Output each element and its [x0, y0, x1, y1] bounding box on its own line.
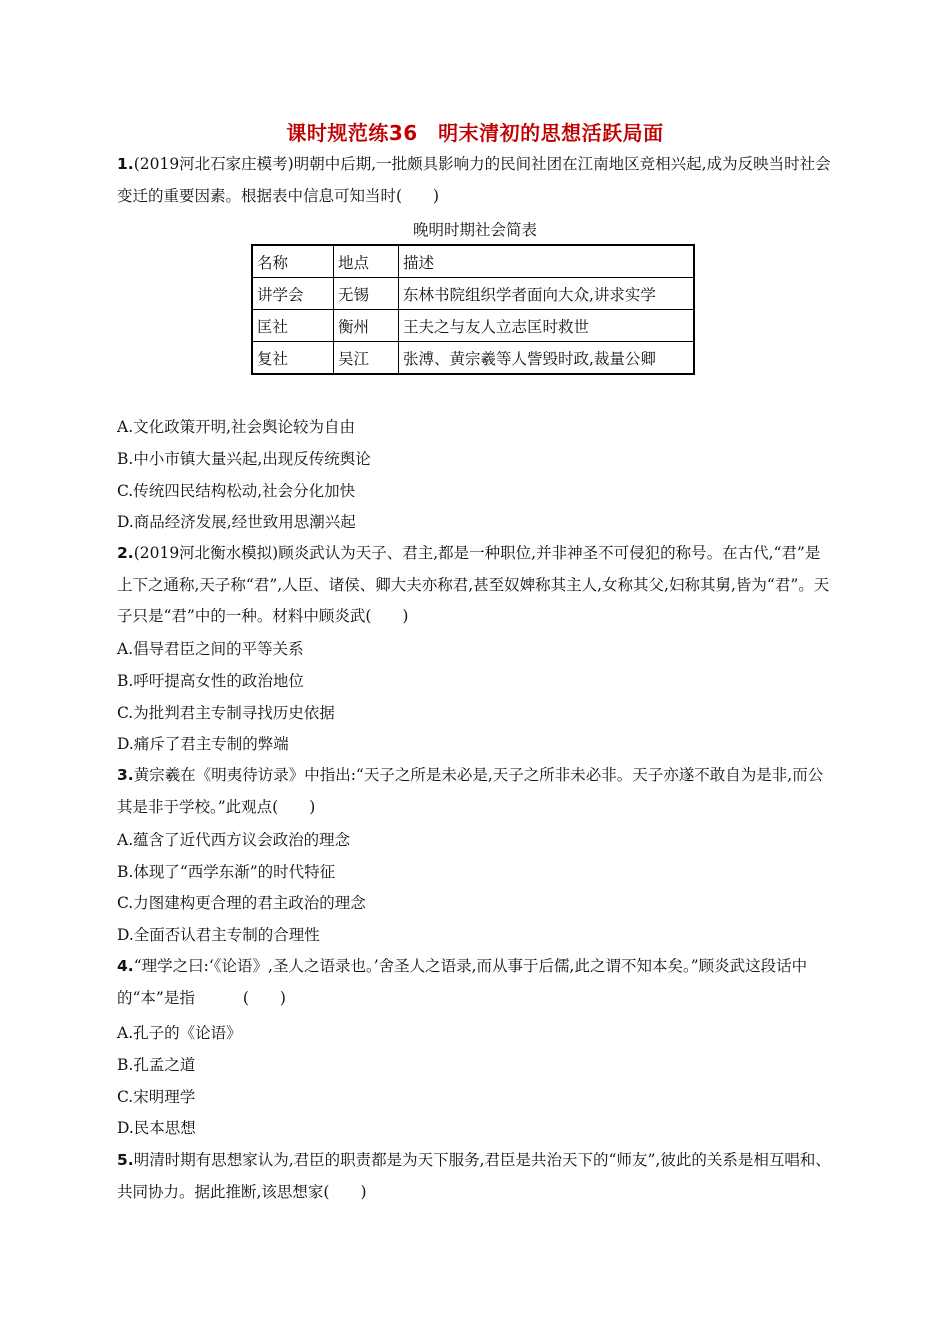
table-header-cell: 描述	[399, 245, 695, 278]
table-header-cell: 地点	[334, 245, 399, 278]
option-c: C.为批判君主专制寻找历史依据	[117, 704, 335, 722]
page-title: 课时规范练36 明末清初的思想活跃局面	[286, 121, 664, 145]
option-b: B.孔孟之道	[117, 1056, 196, 1074]
table-cell: 讲学会	[252, 278, 334, 310]
option-a: A.蕴含了近代西方议会政治的理念	[117, 831, 351, 849]
option-c: C.力图建构更合理的君主政治的理念	[117, 894, 366, 912]
table-cell: 复社	[252, 342, 334, 375]
question-5	[117, 1145, 833, 1208]
table-cell: 王夫之与友人立志匡时救世	[399, 310, 695, 342]
question-number: 3.	[117, 766, 134, 784]
table-header-row	[252, 245, 694, 278]
table-cell: 衡州	[334, 310, 399, 342]
table-header-cell: 名称	[252, 245, 334, 278]
question-number: 1.	[117, 155, 134, 173]
option-a: A.文化政策开明,社会舆论较为自由	[117, 418, 356, 436]
option-a: A.倡导君臣之间的平等关系	[117, 640, 304, 658]
question-number: 5.	[117, 1151, 134, 1169]
question-4	[117, 951, 833, 1014]
table-cell: 东林书院组织学者面向大众,讲求实学	[399, 278, 695, 310]
option-c: C.传统四民结构松动,社会分化加快	[117, 482, 356, 500]
question-1	[117, 149, 833, 212]
table-row	[252, 310, 694, 342]
question-number: 4.	[117, 957, 134, 975]
question-stem: 明清时期有思想家认为,君臣的职责都是为天下服务,君臣是共治天下的“师友”,彼此的关系是相互唱和、共同协力。据此推断,该思想家( )	[117, 1151, 831, 1201]
table-row	[252, 278, 694, 310]
option-b: B.体现了“西学东渐”的时代特征	[117, 863, 336, 881]
question-stem: “理学之曰:‘《论语》,圣人之语录也。’舍圣人之语录,而从事于后儒,此之谓不知本矣。”顾炎武这段话中的“本”是指	[117, 957, 808, 1007]
question-number: 2.	[117, 544, 134, 562]
table-cell: 无锡	[334, 278, 399, 310]
question-2	[117, 538, 833, 633]
table-row	[252, 342, 694, 375]
option-d: D.痛斥了君主专制的弊端	[117, 735, 289, 753]
question-stem: 黄宗羲在《明夷待访录》中指出:“天子之所是未必是,天子之所非未必非。天子亦遂不敢自为是非,而公其是非于学校。”此观点( )	[117, 766, 824, 816]
option-d: D.商品经济发展,经世致用思潮兴起	[117, 513, 356, 531]
society-table	[251, 244, 695, 375]
table-cell: 匡社	[252, 310, 334, 342]
question-stem: (2019河北石家庄模考)明朝中后期,一批颇具影响力的民间社团在江南地区竞相兴起,成为反映当时社会变迁的重要因素。根据表中信息可知当时( )	[117, 155, 831, 205]
option-d: D.民本思想	[117, 1119, 196, 1137]
option-a: A.孔子的《论语》	[117, 1024, 242, 1042]
question-stem: (2019河北衡水模拟)顾炎武认为天子、君主,都是一种职位,并非神圣不可侵犯的称号。在古代,“君”是上下之通称,天子称“君”,人臣、诸侯、卿大夫亦称君,甚至奴婢称其主人,女称其父,妇称其舅,皆为“君”。天子只是“君”中的一种。材料中顾炎武( )	[117, 544, 830, 625]
option-b: B.中小市镇大量兴起,出现反传统舆论	[117, 450, 371, 468]
answer-blank: ( )	[242, 988, 286, 1007]
option-c: C.宋明理学	[117, 1088, 196, 1106]
option-b: B.呼吁提高女性的政治地位	[117, 672, 304, 690]
question-3	[117, 760, 833, 823]
table-cell: 吴江	[334, 342, 399, 375]
option-d: D.全面否认君主专制的合理性	[117, 926, 320, 944]
table-cell: 张溥、黄宗羲等人訾毁时政,裁量公卿	[399, 342, 695, 375]
table-caption: 晚明时期社会简表	[412, 221, 537, 239]
